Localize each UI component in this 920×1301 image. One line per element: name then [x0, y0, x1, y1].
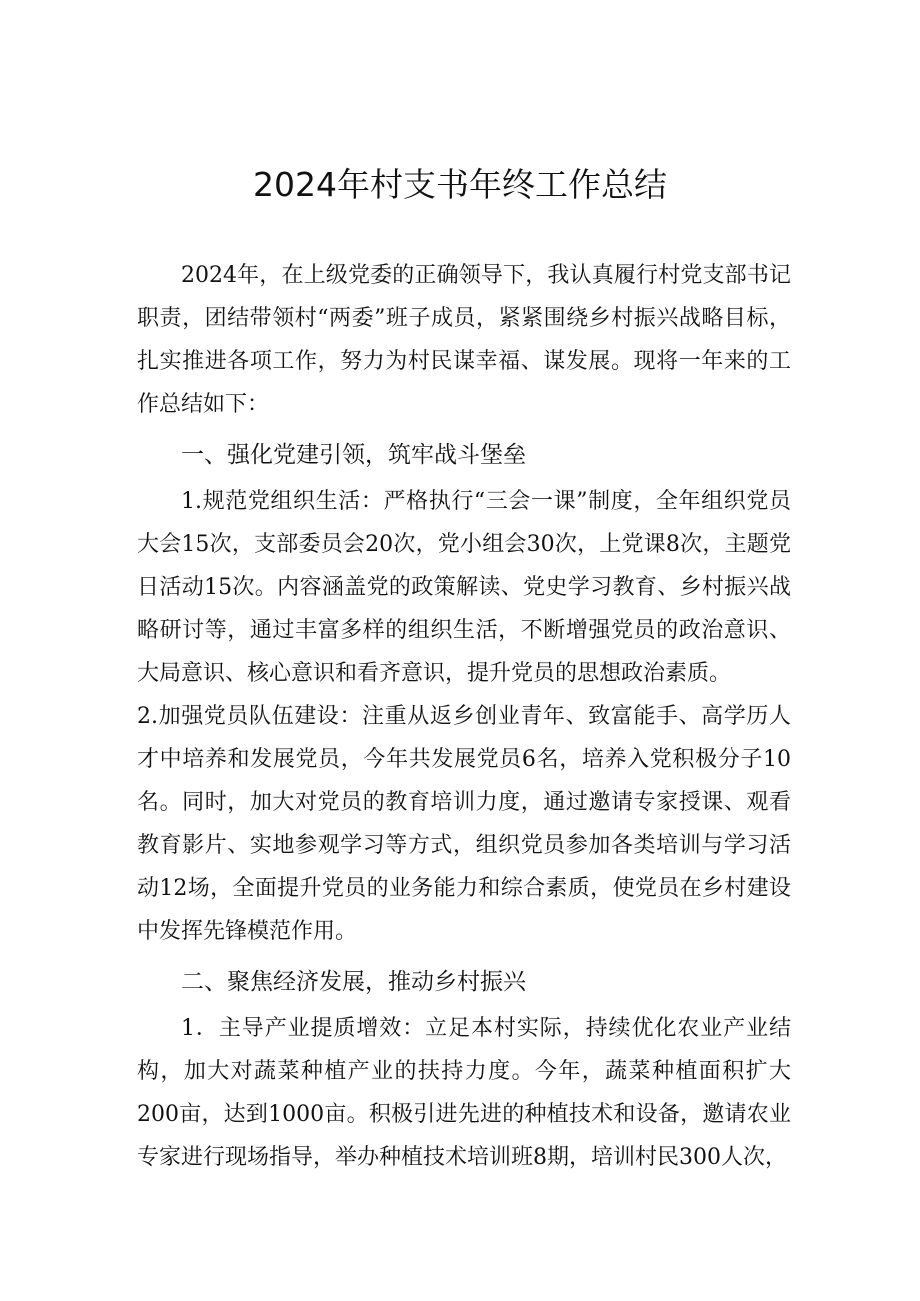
- document-title: 2024年村支书年终工作总结: [253, 165, 667, 204]
- section-heading-1: 一、强化党建引领，筑牢战斗堡垒: [181, 442, 526, 468]
- intro-paragraph: 2024年，在上级党委的正确领导下，我认真履行村党支部书记职责，团结带领村“两委”班子成员，紧紧围绕乡村振兴战略目标，扎实推进各项工作，努力为村民谋幸福、谋发展。现将一年来的工作总结如下：: [137, 263, 791, 417]
- section1-item2-paragraph: 2.加强党员队伍建设：注重从返乡创业青年、致富能手、高学历人才中培养和发展党员，今年共发展党员6名，培养入党积极分子10名。同时，加大对党员的教育培训力度，通过邀请专家授课、观看教育影片、实地参观学习等方式，组织党员参加各类培训与学习活动12场，全面提升党员的业务能力和综合素质，使党员在乡村建设中发挥先锋模范作用。: [137, 704, 791, 944]
- section1-item1-paragraph: 1.规范党组织生活：严格执行“三会一课”制度，全年组织党员大会15次，支部委员会20次，党小组会30次，上党课8次，主题党日活动15次。内容涵盖党的政策解读、党史学习教育、乡村振兴战略研讨等，通过丰富多样的组织生活，不断增强党员的政治意识、大局意识、核心意识和看齐意识，提升党员的思想政治素质。: [137, 489, 791, 686]
- document-body: [137, 254, 791, 1179]
- section2-item1-paragraph: 1．主导产业提质增效：立足本村实际，持续优化农业产业结构，加大对蔬菜种植产业的扶持力度。今年，蔬菜种植面积扩大200亩，达到1000亩。积极引进先进的种植技术和设备，邀请农业专家进行现场指导，举办种植技术培训班8期，培训村民300人次，: [137, 1016, 791, 1170]
- section-heading-2: 二、聚焦经济发展，推动乡村振兴: [181, 969, 526, 995]
